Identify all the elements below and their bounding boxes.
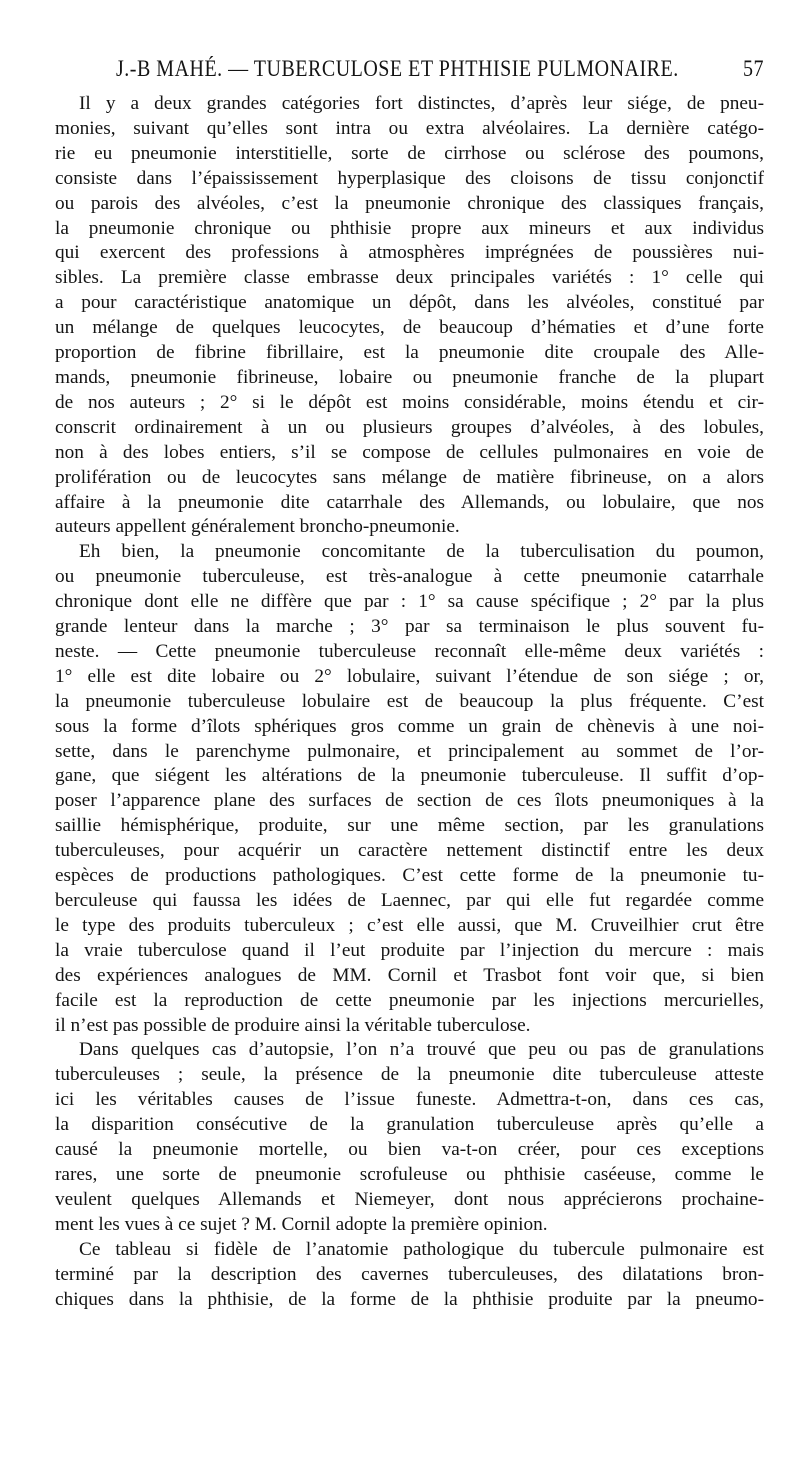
text-line: sette, dans le parenchyme pulmonaire, et principalement au sommet de l’or- bbox=[55, 740, 764, 762]
text-line: Ce tableau si fidèle de l’anatomie pathologique du tubercule pulmonaire est bbox=[79, 1238, 764, 1260]
text-line: Dans quelques cas d’autopsie, l’on n’a trouvé que peu ou pas de granulations bbox=[79, 1039, 764, 1061]
text-line: veulent quelques Allemands et Niemeyer, dont nous apprécierons prochaine- bbox=[55, 1188, 764, 1210]
text-line: neste. — Cette pneumonie tuberculeuse reconnaît elle-même deux variétés : bbox=[55, 640, 764, 662]
text-line: la vraie tuberculose quand il l’eut produite par l’injection du mercure : mais bbox=[55, 939, 764, 961]
text-line: des expériences analogues de MM. Cornil et Trasbot font voir que, si bien bbox=[55, 964, 764, 986]
text-line: ici les véritables causes de l’issue funeste. Admettra-t-on, dans ces cas, bbox=[55, 1089, 764, 1111]
text-line: prolifération ou de leucocytes sans mélange de matière fibrineuse, on a alors bbox=[55, 466, 764, 488]
text-line: gane, que siégent les altérations de la pneumonie tuberculeuse. Il suffit d’op- bbox=[55, 765, 764, 787]
text-line: espèces de productions pathologiques. C’est cette forme de la pneumonie tu- bbox=[55, 865, 764, 887]
text-line: poser l’apparence plane des surfaces de section de ces îlots pneumoniques à la bbox=[55, 790, 764, 812]
text-line: ou parois des alvéoles, c’est la pneumonie chronique des classiques français, bbox=[55, 192, 764, 214]
text-line: la pneumonie tuberculeuse lobulaire est de beaucoup la plus fréquente. C’est bbox=[55, 690, 764, 712]
text-line: il n’est pas possible de produire ainsi la véritable tuberculose. bbox=[55, 1014, 531, 1036]
text-line: non à des lobes entiers, s’il se compose de cellules pulmonaires en voie de bbox=[55, 441, 764, 463]
text-line: la disparition consécutive de la granulation tuberculeuse après qu’elle a bbox=[55, 1114, 764, 1136]
text-line: affaire à la pneumonie dite catarrhale des Allemands, ou lobulaire, que nos bbox=[55, 491, 764, 513]
text-line: facile est la reproduction de cette pneumonie par les injections mercurielles, bbox=[55, 989, 764, 1011]
text-line: 1° elle est dite lobaire ou 2° lobulaire, suivant l’étendue de son siége ; or, bbox=[55, 665, 764, 687]
text-line: ment les vues à ce sujet ? M. Cornil adopte la première opinion. bbox=[55, 1213, 548, 1235]
text-line: sous la forme d’îlots sphériques gros comme un grain de chènevis à une noi- bbox=[55, 715, 764, 737]
text-line: terminé par la description des cavernes tuberculeuses, des dilatations bron- bbox=[55, 1263, 764, 1285]
text-line: a pour caractéristique anatomique un dépôt, dans les alvéoles, constitué par bbox=[55, 292, 764, 314]
text-line: proportion de fibrine fibrillaire, est la pneumonie dite croupale des Alle- bbox=[55, 342, 764, 364]
text-line: chiques dans la phthisie, de la forme de la phthisie produite par la pneumo- bbox=[55, 1288, 764, 1310]
text-line: rie eu pneumonie interstitielle, sorte de cirrhose ou sclérose des poumons, bbox=[55, 142, 764, 164]
text-line: de nos auteurs ; 2° si le dépôt est moins considérable, moins étendu et cir- bbox=[55, 391, 764, 413]
running-title: J.-B MAHÉ. — TUBERCULOSE ET PHTHISIE PULMONAIRE. bbox=[116, 56, 679, 82]
page-number: 57 bbox=[743, 56, 764, 82]
text-line: conscrit ordinairement à un ou plusieurs groupes d’alvéoles, à des lobules, bbox=[55, 416, 764, 438]
text-line: grande lenteur dans la marche ; 3° par sa terminaison le plus souvent fu- bbox=[55, 616, 764, 638]
text-line: consiste dans l’épaississement hyperplasique des cloisons de tissu conjonctif bbox=[55, 167, 764, 189]
text-line: un mélange de quelques leucocytes, de beaucoup d’hématies et d’une forte bbox=[55, 317, 764, 339]
text-line: le type des produits tuberculeux ; c’est elle aussi, que M. Cruveilhier crut être bbox=[55, 914, 764, 936]
text-line: la pneumonie chronique ou phthisie propre aux mineurs et aux individus bbox=[55, 217, 764, 239]
text-line: qui exercent des professions à atmosphères imprégnées de poussières nui- bbox=[55, 242, 764, 264]
text-line: ou pneumonie tuberculeuse, est très-analogue à cette pneumonie catarrhale bbox=[55, 566, 764, 588]
text-line: saillie hémisphérique, produite, sur une même section, par les granulations bbox=[55, 815, 764, 837]
text-line: sibles. La première classe embrasse deux principales variétés : 1° celle qui bbox=[55, 267, 764, 289]
text-line: auteurs appellent généralement broncho-pneumonie. bbox=[55, 516, 460, 538]
text-line: Il y a deux grandes catégories fort distinctes, d’après leur siége, de pneu- bbox=[79, 93, 764, 114]
text-line: mands, pneumonie fibrineuse, lobaire ou pneumonie franche de la plupart bbox=[55, 366, 764, 388]
text-line: berculeuse qui faussa les idées de Laennec, par qui elle fut regardée comme bbox=[55, 890, 764, 911]
text-line: causé la pneumonie mortelle, ou bien va-t-on créer, pour ces exceptions bbox=[55, 1139, 764, 1161]
running-header bbox=[72, 56, 764, 82]
text-line: tuberculeuses, pour acquérir un caractère nettement distinctif entre les deux bbox=[55, 840, 764, 862]
text-line: Eh bien, la pneumonie concomitante de la tuberculisation du poumon, bbox=[79, 541, 764, 563]
text-line: chronique dont elle ne diffère que par : 1° sa cause spécifique ; 2° par la plus bbox=[55, 591, 764, 613]
body-text bbox=[55, 92, 764, 1312]
text-line: tuberculeuses ; seule, la présence de la pneumonie dite tuberculeuse atteste bbox=[55, 1064, 764, 1086]
text-line: monies, suivant qu’elles sont intra ou extra alvéolaires. La dernière catégo- bbox=[55, 117, 764, 139]
text-line: rares, une sorte de pneumonie scrofuleuse ou phthisie caséeuse, comme le bbox=[55, 1163, 764, 1185]
